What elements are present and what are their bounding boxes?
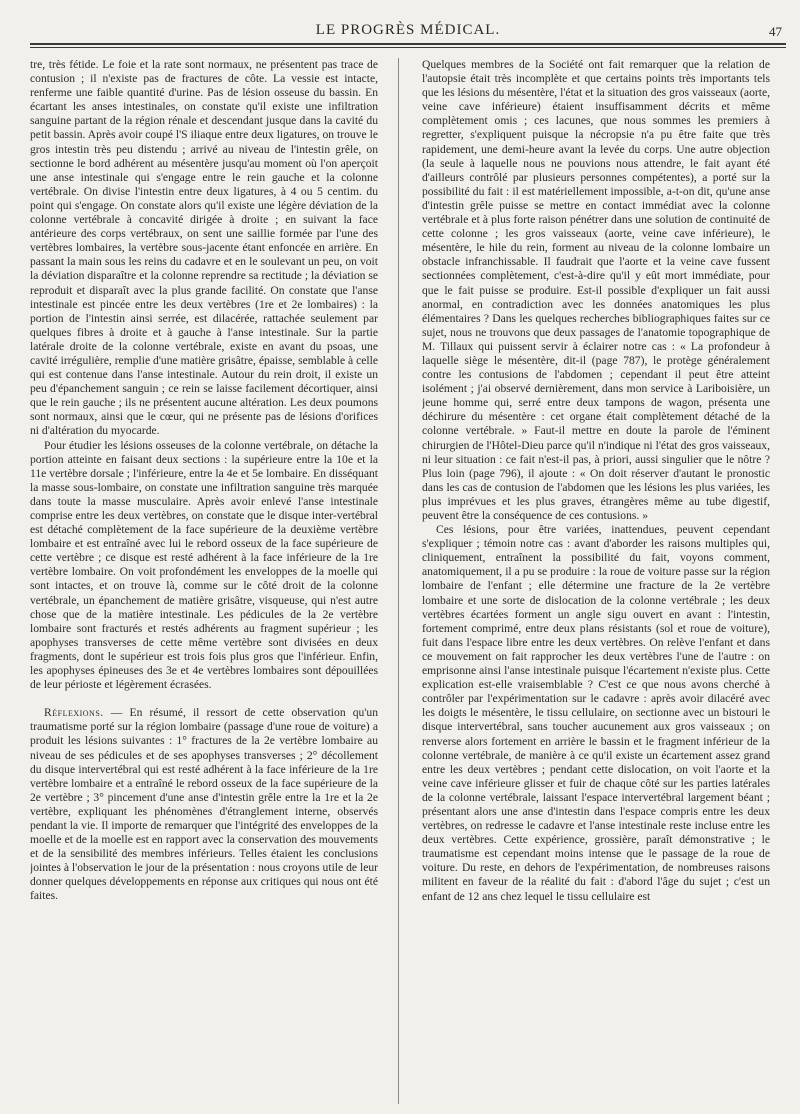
reflexions-text: — En résumé, il ressort de cette observation qu'un traumatisme porté sur la région lombaire (passage d'une roue de voiture) a produit les lésions suivantes : 1° fractures de la 2e vertèbre lombaire au niveau de ses pédicules et de ses apophyses transverses ; 2° décollement du disque intervertébral qui est resté adhérent à la face inférieure de la 1re vertèbre lombaire et a entraîné le rebord osseux de la face supérieure de la 2e vertèbre ; 3° pincement d'une anse d'intestin grêle entre la 1re et la 2e vertèbre, expliquant les phénomènes d'étranglement interne, observés pendant la vie. Il importe de remarquer que l'intégrité des enveloppes de la moelle et de la moelle est en rapport avec la conservation des mouvements et de la sensibilité des membres inférieurs. Telles étaient les conclusions jointes à l'observation le jour de la présentation : nous croyons utile de leur donner quelques développements en réponse aux critiques qui nous ont été faites. bbox=[30, 706, 378, 903]
left-paragraph-3 bbox=[30, 706, 378, 903]
page-number: 47 bbox=[769, 24, 782, 39]
right-paragraph-2: Ces lésions, pour être variées, inattendues, peuvent cependant s'expliquer ; témoin notre cas : avant d'aborder les raisons multiples qui, cliniquement, entraînent la possibilité du fait, voyons comment, anatomiquement, il a pu se produire : la roue de voiture passe sur la région lombaire de l'enfant ; elle détermine une fracture de la 2e vertèbre lombaire et une sorte de dislocation de la colonne vertébrale ; les deux vertèbres écartées forment un angle sigu ouvert en avant : l'intestin, fortement comprimé, entre deux plans résistants (sol et roue de voiture), fuit dans l'espace libre entre les deux vertèbres. On relève l'enfant et dans ce mouvement on fait rapprocher les deux vertèbres l'une de l'autre : on emprisonne ainsi l'anse intestinale puisque l'écartement n'existe plus. Cette explication est-elle vraisemblable ? C'est ce que nous avons cherché à contrôler par l'expérimentation sur le cadavre : après avoir dilacéré avec les doigts le mésentère, le tissu cellulaire, on sectionne avec un bistouri le disque intervertébral, sans toucher aucunement aux gros vaisseaux ; on renverse alors fortement en arrière le bassin et le fragment inférieur de la colonne vertébrale, de manière à ce qu'il existe un écartement assez grand entre les deux vertèbres ; pendant cette dislocation, on voit l'aorte et la veine cave inférieure glisser et fuir de chaque côté sur les parties latérales de la colonne vertébrale, laissant l'espace intervertébral largement béant ; présentant alors une anse d'intestin dans l'espace compris entre les deux vertèbres, on redresse le cadavre et l'anse intestinale reste incluse entre les deux vertèbres. Cette expérience, grossière, paraît démonstrative ; le traumatisme est cependant moins intense que le passage de la roue de voiture. Du reste, en dehors de l'expérimentation, de nombreuses raisons militent en faveur de la réalité du fait : d'abord l'âge du sujet ; c'est un enfant de 12 ans chez lequel le tissu cellulaire est bbox=[422, 523, 770, 903]
right-paragraph-1: Quelques membres de la Société ont fait remarquer que la relation de l'autopsie était très incomplète et que certains points très importants tels que les lésions du mésentère, l'état et la situation des gros vaisseaux (aorte, veine cave inférieure) étaient insuffisamment décrits et même complètement omis ; ces lacunes, que nous sommes les premiers à regretter, s'expliquent puisque la nécropsie n'a pu être faite que très rapidement, une demi-heure avant la levée du corps. Une autre objection (la seule à laquelle nous ne pouvions nous attendre, le fait ayant été d'ailleurs contrôlé par plusieurs personnes compétentes), a porté sur la possibilité du fait : il est matériellement impossible, a-t-on dit, qu'une anse d'intestin grêle puisse se mettre en contact immédiat avec la colonne vertébrale et à plus forte raison pénétrer dans une solution de continuité de cette colonne ; les gros vaisseaux (aorte, veine cave inférieure), le mésentère, le hile du rein, forment au niveau de la colonne lombaire un obstacle infranchissable. Il faudrait que l'aorte et la veine cave fussent sectionnées complètement, c'est-à-dire qu'il y eût mort immédiate, pour que le fait puisse se produire. Est-il possible d'expliquer un fait aussi anormal, en contradiction avec les données anatomiques les plus élémentaires ? Dans les quelques recherches bibliographiques faites sur ce sujet, nous ne trouvons que deux passages de l'anatomie topographique de M. Tillaux qui puissent servir à éclairer notre cas : « La profondeur à laquelle siège le mésentère, dit-il (page 787), le protège généralement contre les contusions de l'abdomen ; cependant il peut être atteint isolément ; j'ai observé dernièrement, dans mon service à Lariboisière, un jeune homme qui, serré entre deux tampons de wagon, présenta une déchirure du mésentère : cet organe était complètement détaché de la colonne vertébrale. » Faut-il mettre en doute la parole de l'éminent chirurgien de l'Hôtel-Dieu parce qu'il n'indique ni l'état des gros vaisseaux, ni leur situation : ce fait n'est-il pas, à priori, aussi singulier que le nôtre ? Plus loin (page 796), il ajoute : « On doit réserver d'autant le pronostic dans les cas de contusion de l'abdomen que les lésions les plus variées, les plus imprévues et les plus graves, étrangères même au tube digestif, peuvent être la conséquence de ces contusions. » bbox=[422, 58, 770, 522]
left-paragraph-2: Pour étudier les lésions osseuses de la colonne vertébrale, on détache la portion atteinte en faisant deux sections : la supérieure entre la 10e et la 11e vertèbre dorsale ; l'inférieure, entre la 4e et 5e lombaire. En disséquant la masse sous-lombaire, on constate une infiltration sanguine très marquée dans toute la masse musculaire. Après avoir enlevé l'anse intestinale comprise entre les deux vertèbres, on constate que le disque inter-vertébral est détaché complètement de la face supérieure de la deuxième vertèbre lombaire et est entraîné avec lui le rebord osseux de la face supérieure de cette vertèbre ; ce disque est resté adhérent à la face inférieure de la 1re vertèbre lombaire. On voit profondément les enveloppes de la moelle qui sont intactes, et on trouve là, comme sur le côté droit de la colonne vertébrale, un épanchement de matière grisâtre, visqueuse, qui n'est autre chose que de la matière intestinale. Les pédicules de la 2e vertèbre lombaire sont fracturés et restés adhérents au fragment supérieur ; les apophyses transverses de cette même vertèbre sont divisées en deux fragments, dont le supérieur est trois fois plus gros que l'inférieur. Enfin, les apophyses épineuses des 3e et 4e vertèbres lombaires sont dépouillées de leur périoste et légèrement écrasées. bbox=[30, 438, 378, 692]
left-column bbox=[30, 58, 378, 1104]
column-divider bbox=[398, 58, 399, 1104]
right-column bbox=[422, 58, 770, 1104]
journal-title: LE PROGRÈS MÉDICAL. bbox=[315, 22, 501, 38]
left-paragraph-1: tre, très fétide. Le foie et la rate sont normaux, ne présentent pas trace de contusion ; il n'existe pas de fractures de côte. La vessie est intacte, renferme une faible quantité d'urine. Pas de lésion osseuse du bassin. En écartant les anses intestinales, on constate qu'il existe une infiltration sanguine partant de la région rénale et descendant jusque dans la cavité du petit bassin. Après avoir coupé l'S iliaque entre deux ligatures, on trouve le gros intestin très peu distendu ; arrivé au niveau de l'intestin grêle, on sectionne le bord adhérent au mésentère jusqu'au moment où l'on aperçoit une anse intestinale qui s'engage entre le rein gauche et la colonne vertébrale. On divise l'intestin entre deux ligatures, à 4 ou 5 centim. du point qui s'engage. On constate alors qu'il existe une légère déviation de la colonne vertébrale à concavité dirigée à droite ; en suivant la face antérieure des corps vertébraux, on sent une saillie formée par l'une des vertèbres lombaires, la vertèbre sous-jacente étant enfoncée en arrière. En passant la main sous les reins du cadavre et en le soulevant un peu, on voit la déviation disparaître et la colonne reprendre sa rectitude ; la déviation se reproduit et disparaît avec la plus grande facilité. On constate que l'anse intestinale est pincée entre les deux vertèbres (1re et 2e lombaires) : la portion de l'intestin ainsi serrée, est dilacérée, rattachée seulement par quelques fibres à droite et à gauche à l'anse intestinale. Sur la partie latérale droite de la colonne vertébrale, existe en avant du psoas, une cavité irrégulière, remplie d'une matière grisâtre, épaisse, semblable à celle qui est contenue dans l'anse intestinale. Autour du rein droit, il existe un peu d'épanchement sanguin ; ce rein se laisse facilement décortiquer, ainsi que le rein gauche ; ils ne présentent aucune altération. Les deux poumons sont normaux, ainsi que le cœur, qui ne présente pas de lésions d'orifices ni d'altération du myocarde. bbox=[30, 58, 378, 438]
header-rule-thick bbox=[30, 43, 786, 45]
reflexions-label: Réflexions. bbox=[44, 706, 104, 720]
header-rule-thin bbox=[30, 47, 786, 48]
